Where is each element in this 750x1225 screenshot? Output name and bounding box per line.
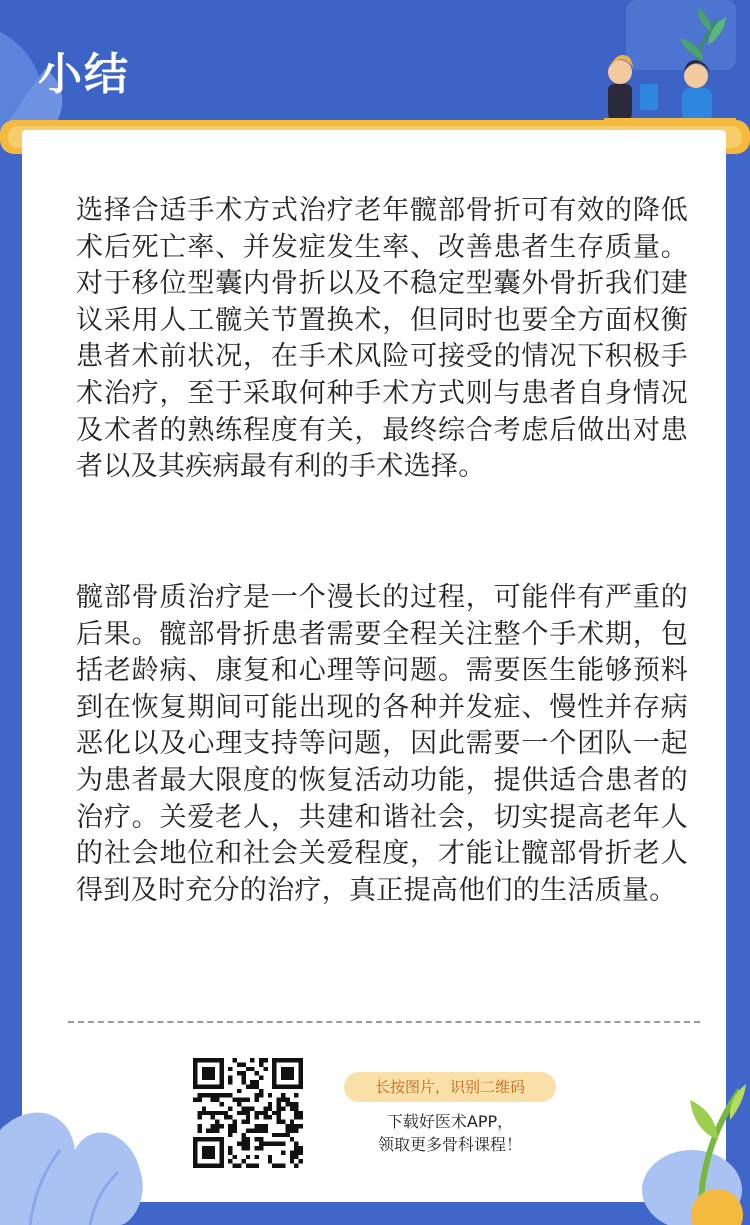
plant-decoration-icon bbox=[0, 1090, 150, 1225]
qr-hint-badge: 长按图片，识别二维码 bbox=[344, 1072, 556, 1102]
summary-paragraph-1: 选择合适手术方式治疗老年髋部骨折可有效的降低术后死亡率、并发症发生率、改善患者生存质量。对于移位型囊内骨折以及不稳定型囊外骨折我们建议采用人工髋关节置换术，但同时也要全方面权衡患者术前状况，在手术风险可接受的情况下积极手术治疗，至于采取何种手术方式则与患者自身情况及术者的熟练程度有关，最终综合考虑后做出对患者以及其疾病最有利的手术选择。 bbox=[76, 195, 688, 483]
dashed-divider bbox=[68, 1021, 700, 1023]
page-title: 小结 bbox=[38, 49, 130, 100]
qr-code-icon[interactable] bbox=[193, 1058, 303, 1168]
people-working-illustration-icon bbox=[596, 0, 750, 140]
summary-paragraph-2: 髋部骨质治疗是一个漫长的过程，可能伴有严重的后果。髋部骨折患者需要全程关注整个手术期，包括老龄病、康复和心理等问题。需要医生能够预料到在恢复期间可能出现的各种并发症、慢性并存病恶化以及心理支持等问题，因此需要一个团队一起为患者最大限度的恢复活动功能，提供适合患者的治疗。关爱老人，共建和谐社会，切实提高老年人的社会地位和社会关爱程度，才能让髋部骨折老人得到及时充分的治疗，真正提高他们的生活质量。 bbox=[76, 582, 688, 906]
cta-line-1: 下载好医术APP， bbox=[386, 1112, 514, 1131]
download-cta bbox=[340, 1110, 560, 1156]
cta-line-2: 领取更多骨科课程！ bbox=[377, 1135, 522, 1154]
plant-decoration-icon bbox=[622, 1080, 750, 1225]
